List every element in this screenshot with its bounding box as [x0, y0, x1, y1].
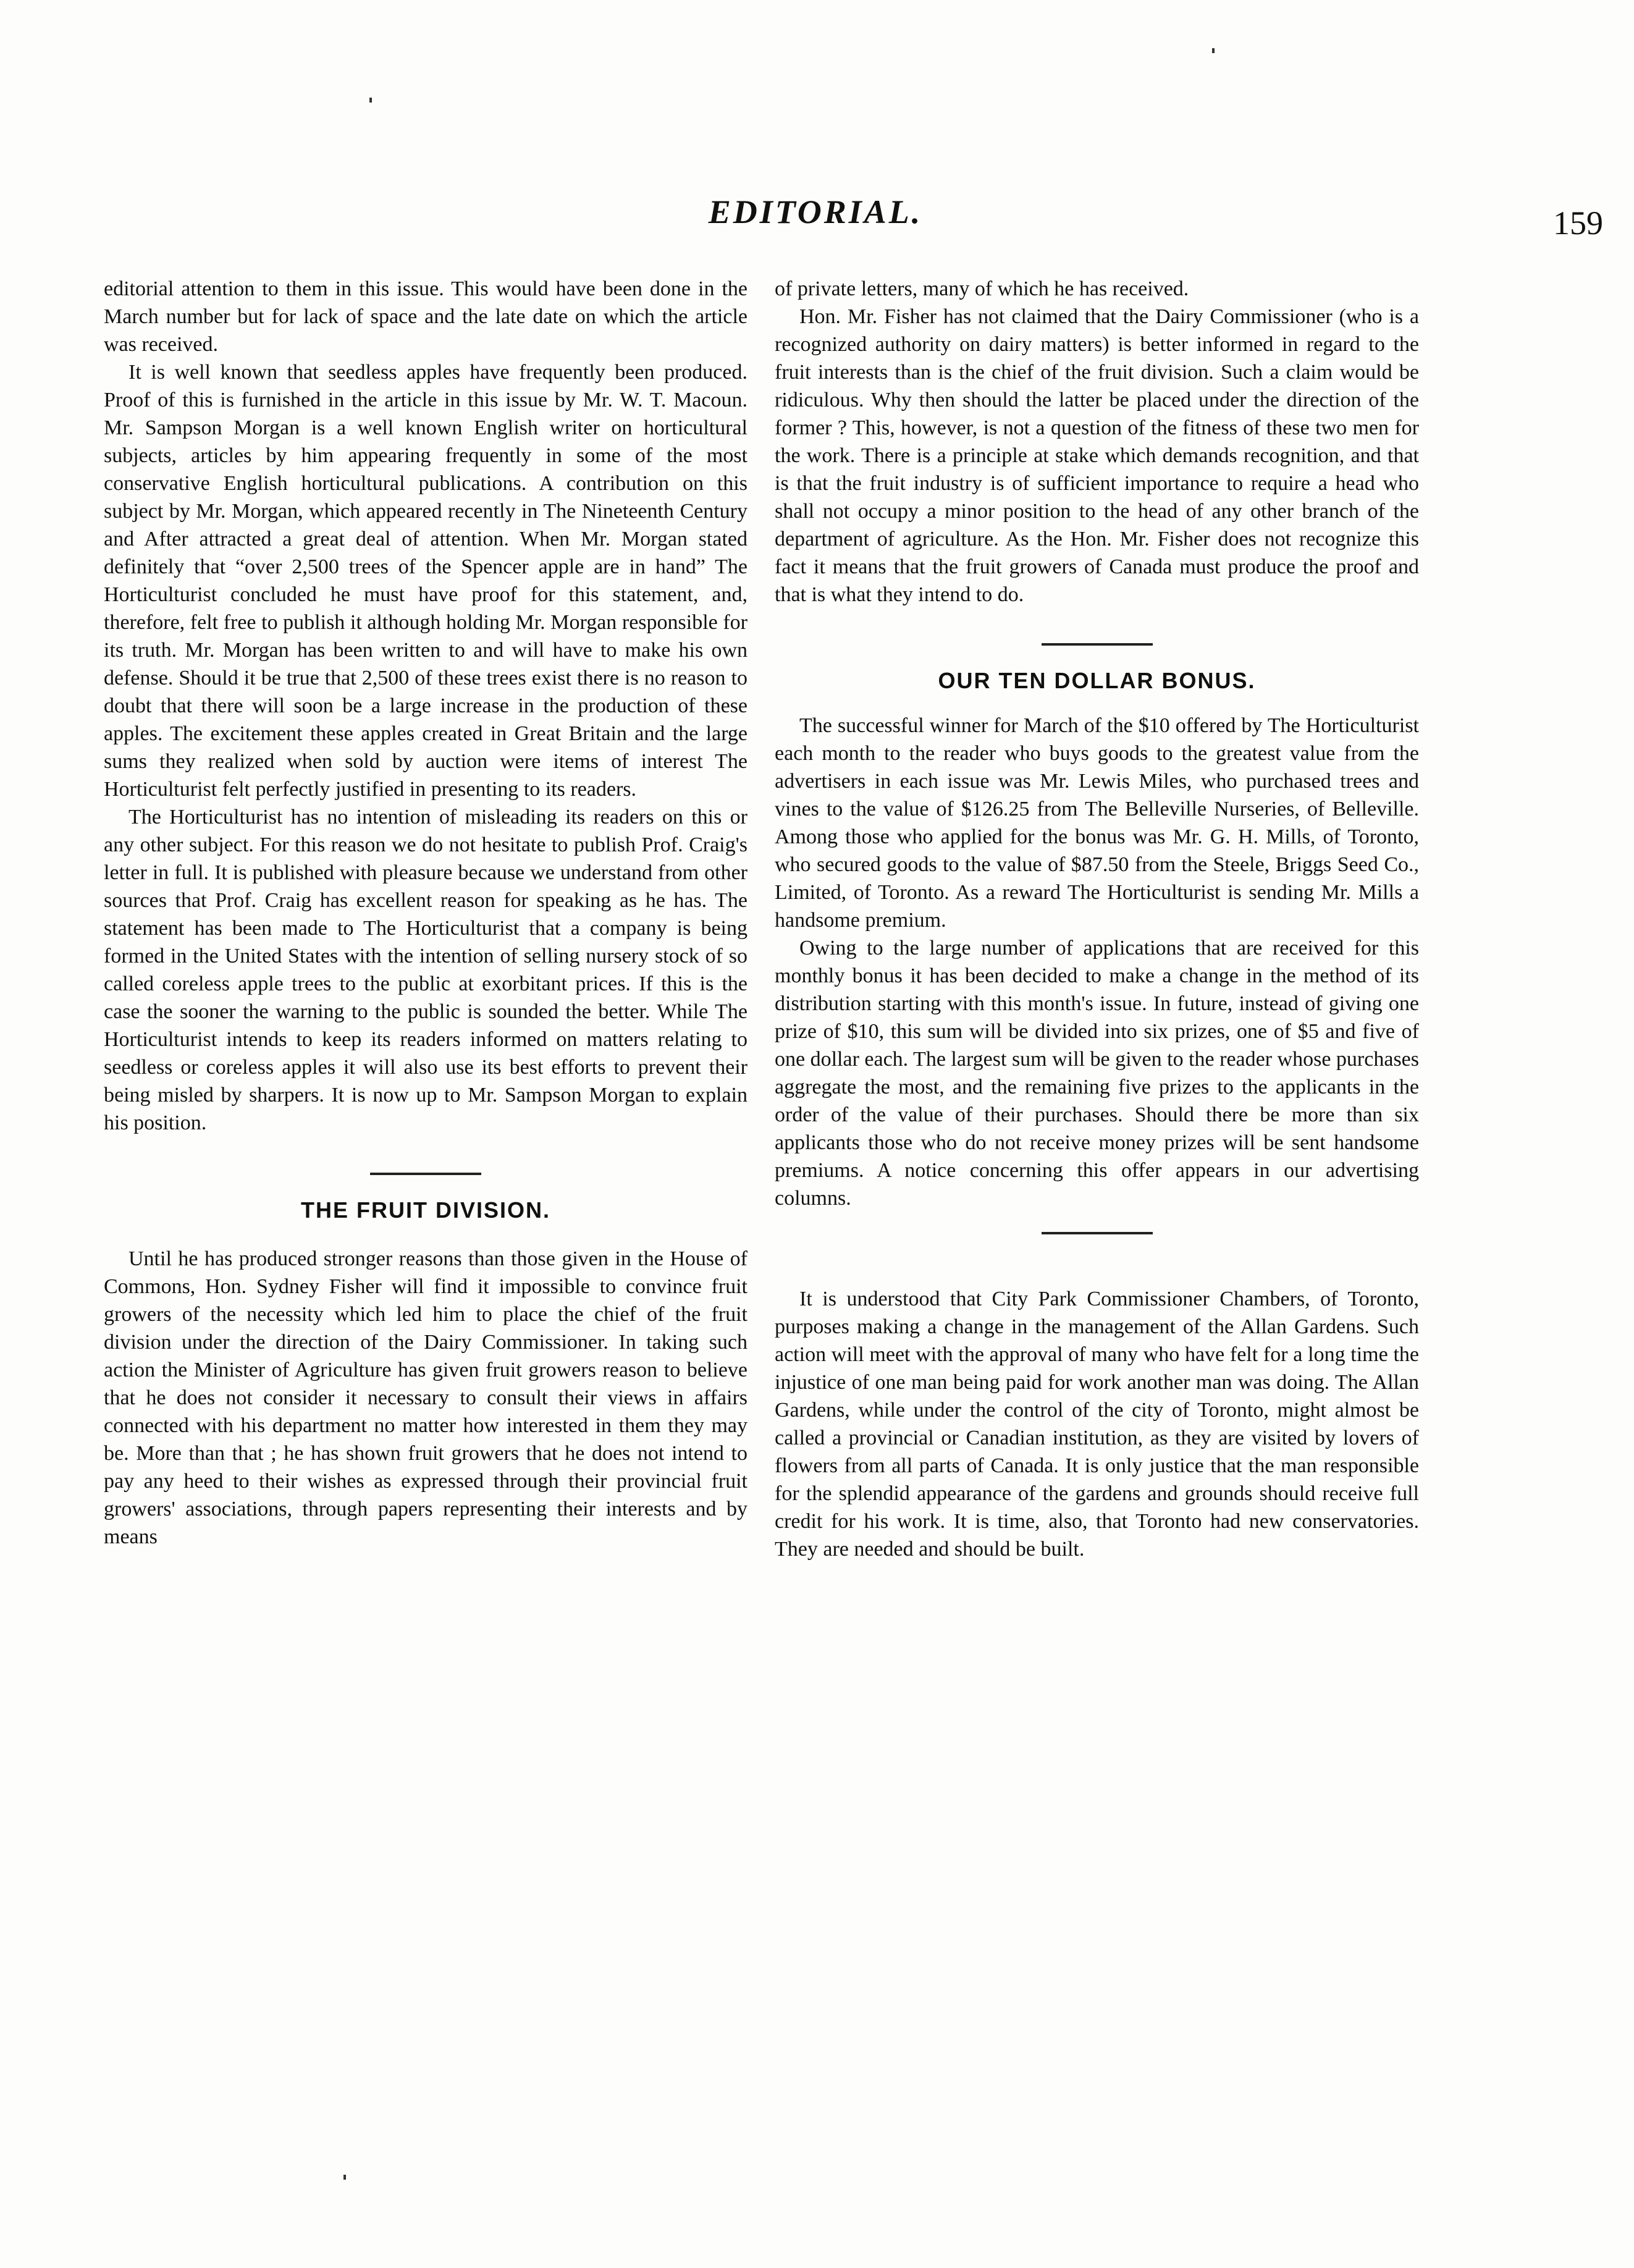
paragraph: It is well known that seedless apples have frequently been produced. Proof of this is furnished in the article in this issue by Mr. W. T. Macoun. Mr. Sampson Morgan is a well known English writer on horticultural subjects, articles by him appearing frequently in some of the most conservative English horticultural publications. A contribution on this subject by Mr. Morgan, which appeared recently in The Nineteenth Century and After attracted a great deal of attention. When Mr. Morgan stated definitely that “over 2,500 trees of the Spencer apple are in hand” The Horticulturist concluded he must have proof for this statement, and, therefore, felt free to publish it although holding Mr. Morgan responsible for its truth. Mr. Morgan has been written to and will have to make his own defense. Should it be true that 2,500 of these trees exist there is no reason to doubt that there will soon be a large increase in the production of these apples. The excitement these apples created in Great Britain and the large sums they realized when sold by auction were items of interest The Horticulturist felt perfectly justified in presenting to its readers.: [104, 361, 748, 801]
running-title: EDITORIAL.: [708, 193, 923, 230]
print-speck: [1212, 48, 1215, 53]
left-column: [104, 275, 748, 1551]
print-speck: [369, 98, 372, 103]
right-column: [775, 275, 1419, 1563]
paragraph: It is understood that City Park Commissioner Chambers, of Toronto, purposes making a change in the management of the Allan Gardens. Such action will meet with the approval of many who have felt for a long time the injustice of one man being paid for work another man was doing. The Allan Gardens, while under the control of the city of Toronto, might almost be called a provincial or Canadian institution, as they are visited by lovers of flowers from all parts of Canada. It is only justice that the man responsible for the splendid appearance of the gardens and grounds should receive full credit for his work. It is time, also, that Toronto had new conservatories. They are needed and should be built.: [775, 1288, 1419, 1561]
paragraph: of private letters, many of which he has received.: [775, 277, 1189, 300]
paragraph: The Horticulturist has no intention of misleading its readers on this or any other subject. For this reason we do not hesitate to publish Prof. Craig's letter in full. It is published with pleasure because we understand from other sources that Prof. Craig has excellent reason for speaking as he has. The statement has been made to The Horticulturist that a company is being formed in the United States with the intention of selling nursery stock of so called coreless apple trees to the public at exorbitant prices. If this is the case the sooner the warning to the public is sounded the better. While The Horticulturist intends to keep its readers informed on matters relating to seedless or coreless apples it will also use its best efforts to prevent their being misled by sharpers. It is now up to Mr. Sampson Morgan to explain his position.: [104, 806, 748, 1134]
paragraph: Hon. Mr. Fisher has not claimed that the Dairy Commissioner (who is a recognized authority on dairy matters) is better informed in regard to the fruit interests than is the chief of the fruit division. Such a claim would be ridiculous. Why then should the latter be placed under the direction of the former ? This, however, is not a question of the fitness of these two men for the work. There is a principle at stake which demands recognition, and that is that the fruit industry is of sufficient importance to require a head who shall not occupy a minor position to the head of any other branch of the department of agriculture. As the Hon. Mr. Fisher does not recognize this fact it means that the fruit growers of Canada must produce the proof and that is what they intend to do.: [775, 305, 1419, 606]
section-divider: [1042, 643, 1153, 646]
section-divider: [370, 1173, 481, 1175]
print-speck: [343, 2175, 346, 2180]
section-heading: THE FRUIT DIVISION.: [300, 1197, 550, 1223]
paragraph: The successful winner for March of the $10 offered by The Horticulturist each month to the reader who buys goods to the greatest value from the advertisers in each issue was Mr. Lewis Miles, who purchased trees and vines to the value of $126.25 from The Belleville Nurseries, of Belleville. Among those who applied for the bonus was Mr. G. H. Mills, of Toronto, who secured goods to the value of $87.50 from the Steele, Briggs Seed Co., Limited, of Toronto. As a reward The Horticulturist is sending Mr. Mills a handsome premium.: [775, 714, 1419, 932]
paragraph: Until he has produced stronger reasons than those given in the House of Commons, Hon. Sydney Fisher will find it impossible to convince fruit growers of the necessity which led him to place the chief of the fruit division under the direction of the Dairy Commissioner. In taking such action the Minister of Agriculture has given fruit growers reason to believe that he does not consider it necessary to consult their views in affairs connected with his department no matter how interested in them they may be. More than that ; he has shown fruit growers that he does not intend to pay any heed to their wishes as expressed through their provincial fruit growers' associations, through papers representing their interests and by means: [104, 1247, 748, 1548]
paragraph: Owing to the large number of applications that are received for this monthly bonus it has been decided to make a change in the method of its distribution starting with this month's issue. In future, instead of giving one prize of $10, this sum will be divided into six prizes, one of $5 and five of one dollar each. The largest sum will be given to the reader whose purchases aggregate the most, and the remaining five prizes to the applicants in the order of the value of their purchases. Should there be more than six applicants those who do not receive money prizes will be sent handsome premiums. A notice concerning this offer appears in our advertising columns.: [775, 937, 1419, 1210]
paragraph: editorial attention to them in this issue. This would have been done in the March number but for lack of space and the late date on which the article was received.: [104, 277, 748, 356]
page-number: 159: [1553, 204, 1603, 242]
section-heading: OUR TEN DOLLAR BONUS.: [938, 668, 1256, 693]
section-divider: [1042, 1232, 1153, 1234]
